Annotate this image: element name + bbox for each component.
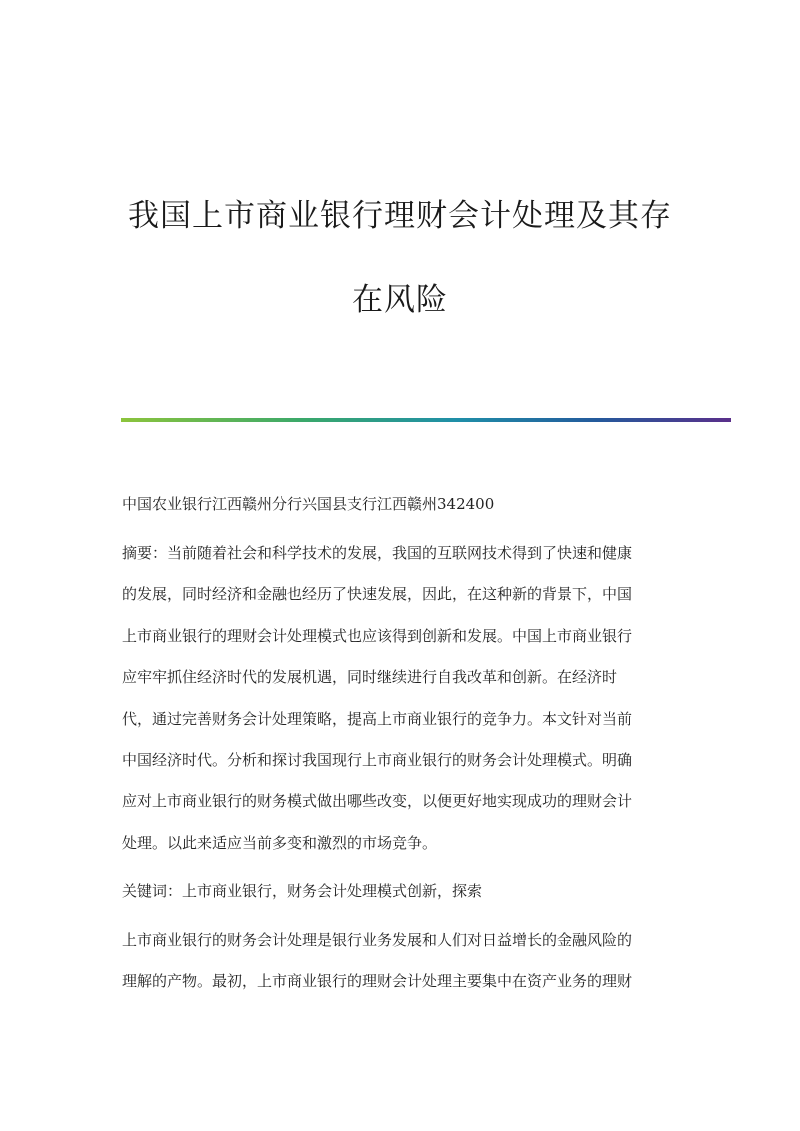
abstract-line: 摘要：当前随着社会和科学技术的发展，我国的互联网技术得到了快速和健康 bbox=[122, 544, 633, 562]
document-title-line-2: 在风险 bbox=[352, 282, 448, 318]
abstract-line: 代，通过完善财务会计处理策略，提高上市商业银行的竞争力。本文针对当前 bbox=[122, 710, 633, 728]
body-paragraph-line: 上市商业银行的财务会计处理是银行业务发展和人们对日益增长的金融风险的 bbox=[122, 931, 633, 949]
document-title-line-1: 我国上市商业银行理财会计处理及其存 bbox=[128, 198, 672, 234]
abstract-line: 应牢牢抓住经济时代的发展机遇，同时继续进行自我改革和创新。在经济时 bbox=[122, 668, 618, 686]
title-divider bbox=[121, 418, 731, 422]
abstract-line: 处理。以此来适应当前多变和激烈的市场竞争。 bbox=[122, 834, 438, 852]
abstract-line: 中国经济时代。分析和探讨我国现行上市商业银行的财务会计处理模式。明确 bbox=[122, 751, 633, 769]
abstract-line: 的发展，同时经济和金融也经历了快速发展，因此，在这种新的背景下，中国 bbox=[122, 585, 633, 603]
body-paragraph-line: 理解的产物。最初，上市商业银行的理财会计处理主要集中在资产业务的理财 bbox=[122, 972, 633, 990]
abstract-line: 应对上市商业银行的财务模式做出哪些改变，以便更好地实现成功的理财会计 bbox=[122, 792, 633, 810]
keywords-line: 关键词：上市商业银行，财务会计处理模式创新，探索 bbox=[122, 882, 483, 900]
author-affiliation: 中国农业银行江西赣州分行兴国县支行江西赣州342400 bbox=[122, 495, 495, 513]
abstract-line: 上市商业银行的理财会计处理模式也应该得到创新和发展。中国上市商业银行 bbox=[122, 627, 633, 645]
